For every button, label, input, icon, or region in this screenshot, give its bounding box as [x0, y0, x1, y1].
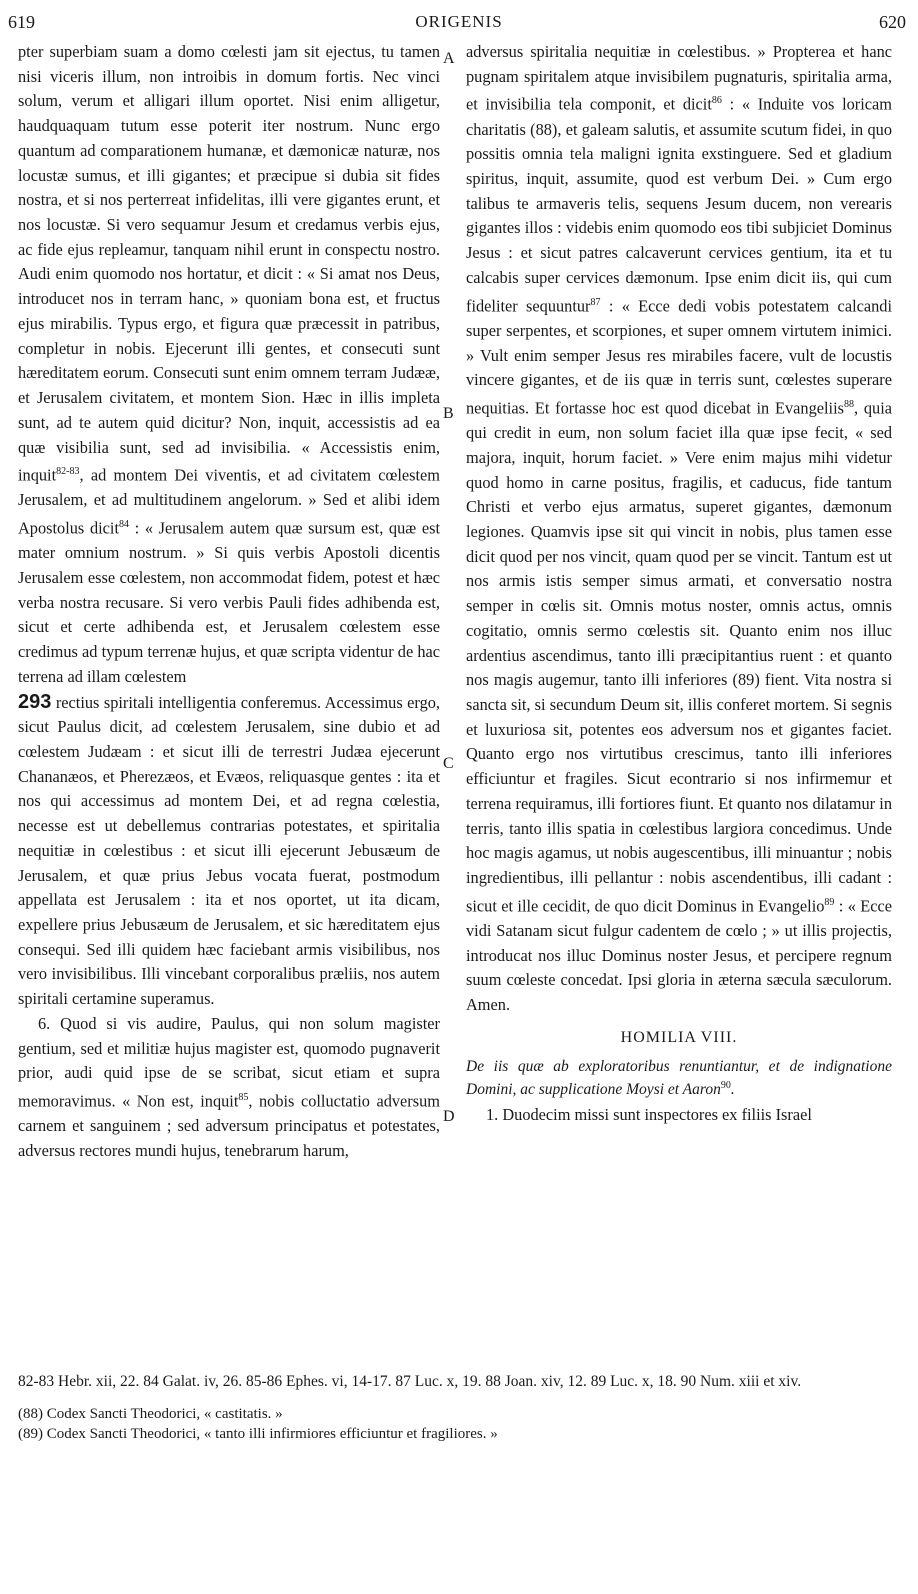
text-run: adversus spiritalia nequitiæ in cœlestibus. » Propterea et hanc pugnam spiritalem atque invisibilem pugnaturis, spiritalia arma, et invisibilia tela componit, et dicit: [466, 42, 892, 114]
footnote-ref: 88: [844, 398, 854, 410]
left-paragraph: [18, 1012, 440, 1164]
variant-note-89: (89) Codex Sancti Theodorici, « tanto illi infirmiores efficiuntur et fragiliores. »: [18, 1426, 498, 1442]
footnote-ref: 87: [590, 296, 601, 308]
left-paragraph: [18, 40, 440, 1012]
variant-note-88: (88) Codex Sancti Theodorici, « castitatis. »: [18, 1406, 283, 1422]
text-run: : « Induite vos loricam charitatis (88), et galeam salutis, et assumite scutum fidei, in quo possitis omnia tela maligni ignita exstinguere. Sed et gladium spiritus, inquit, assumite, quod est verbum Dei. » Cum ergo talibus te armaveris telis, sequens Jesum ducem, non verearis gigantes illos : videbis enim quomodo eos tibi subjiciet Dominus Jesus : et sicut patres calcaverunt cervices gentium, ita et tu calcabis super cervices dæmonum. Ipse enim dicit iis, qui cum fideliter sequuntur: [466, 94, 893, 316]
right-paragraph: 1. Duodecim missi sunt inspectores ex filiis Israel: [486, 1104, 812, 1124]
right-column: [466, 40, 892, 1127]
footnote-gap: [18, 1392, 900, 1404]
footnote-ref: 85: [238, 1092, 249, 1104]
footnote-ref: 90: [720, 1079, 731, 1091]
running-title: ORIGENIS: [415, 12, 503, 31]
text-run: : « Jerusalem autem quæ sursum est, quæ est mater omnium nostrum. » Si quis verbis Apostoli dicentis Jerusalem esse cœlestem, non accommodat fidem, potest et hæc verba nostra recusare. Si vero verbis Pauli fides adhibenda est, sicut et certe adhibenda est, et Jerusalem cœlestem esse credimus ad typum terrenæ hujus, et quæ scripta videntur de hac terrena ad illam cœlestem: [18, 518, 440, 686]
homily-subtitle: De iis quæ ab exploratoribus renuntiantur, et de indignatione Domini, ac supplicatione Moysi et Aaron$^{90}$.: [466, 1057, 892, 1098]
right-page-number: 620: [879, 12, 906, 32]
page-header: [0, 0, 918, 40]
footnotes: [18, 1372, 900, 1444]
left-page-number: 619: [8, 12, 35, 32]
scripture-references: 82-83 Hebr. xii, 22. 84 Galat. iv, 26. 85-86 Ephes. vi, 14-17. 87 Luc. x, 19. 88 Joan. xiv, 12. 89 Luc. x, 18. 90 Num. xiii et xiv.: [18, 1373, 802, 1390]
footnote-ref: 89: [824, 896, 835, 908]
text-run: : « Ecce vidi Satanam sicut fulgur cadentem de cœlo ; » ut illis projectis, introducat nos illuc Dominus noster Jesus, et percipere regnum suum cœleste concedat. Ipsi gloria in æterna sæcula sæculorum. Amen.: [466, 896, 892, 1015]
text-run: rectius spiritali intelligentia conferemus. Accessimus ergo, sicut Paulus dicit, ad cœlestem Jerusalem, sine dubio et ad cœlestem Judæam : et sicut illi de terrestri Judæa ejecerunt Chananæos, et Pherezæos, et Evæos, reliquasque gentes : ita et nos qui accessimus ad montem Dei, et ad regna cœlestia, necesse est ut debellemus contrarias potestates, et spiritalia nequitiæ in cœlestibus : et sicut illi ejecerunt Jebusæum de Jerusalem, et quæ prius Jebus vocata fuerat, postmodum appellata est Jerusalem : ita et nos oportet, ut ita dicam, expellere prius Jebusæum de Jerusalem, et sic hæreditatem ejus consequi. Sed illi quidem hæc faciebant armis visibilibus, nos vero invisibilibus. Illi vincebant corporalibus præliis, nos autem spiritali certamine superamus.: [18, 692, 440, 1009]
right-paragraph: [466, 40, 892, 1018]
text-run: , quia qui credit in eum, non solum faciet illa quæ ipse fecit, « sed majora, inquit, horum faciet. » Vere enim majus mihi videtur quod homo in carne positus, fragilis, et caducus, fide tantum Christi et verbo ejus armatus, superet gigantes, dæmonum legiones. Quamvis ipse sit qui vincit in nobis, plus tamen esse dicit quod per nos vincit, quam quod per se vincit. Tantum est ut nos armis istis semper simus armati, et conversatio nostra semper in cœlis sit. Omnis motus noster, omnis actus, omnis cogitatio, omnis sermo cœlestis sit. Quanto enim nos illuc ardentius ascendimus, tanto illi præcipitantius ruent : et quanto nos magis augemur, tanto illi inferiores (89) fient. Vita nostra si sancta sit, si secundum Deum sit, illis conferet mortem. Si segnis et luxuriosa sit, potentes eos adversum nos et gigantes faciet. Quanto ergo nos virtutibus crescimus, tanto illi inferiores efficiuntur et fragiles. Sicut econtrario si nos infirmemur et terrena requiramus, illi fortiores fiunt. Et quanto nos dilatamur in terris, tanto illis spatia in cœlestibus largiora concedimus. Unde hoc magis agamus, ut nobis augescentibus, illi minuantur ; nobis ingredientibus, illi pellantur : nobis ascendentibus, illi cadant : sicut et ille cecidit, de quo dicit Dominus in Evangelio: [466, 398, 893, 916]
homily-title: HOMILIA VIII.: [620, 1028, 738, 1046]
text-run: , ad montem Dei viventis, et ad civitatem cœlestem Jerusalem, et ad multitudinem angelorum. » Sed et alibi idem Apostolus dicit: [18, 465, 440, 538]
text-run: 6. Quod si vis audire, Paulus, qui non solum magister gentium, sed et militiæ hujus magister est, quomodo pugnaverit prior, audi quid ipse de se scribat, sicut etiam et supra memoravimus. « Non est, inquit: [18, 1013, 440, 1111]
footnote-ref: 86: [711, 95, 722, 107]
text-run: De iis quæ ab exploratoribus renuntiantur, et de indignatione Domini, ac supplicatione Moysi et Aaron: [466, 1057, 892, 1098]
left-column: [18, 40, 440, 1164]
text-run: : « Ecce dedi vobis potestatem calcandi super serpentes, et scorpiones, et super omnem virtutem inimici. » Vult enim semper Jesus res mirabiles facere, vult de locustis vincere gigantes, et de iis quæ in terris sunt, cœlestes superare nequitias. Et fortasse hoc est quod dicebat in Evangeliis: [466, 296, 893, 418]
footnote-ref: 84: [119, 519, 129, 531]
margin-marker-d: D: [443, 1108, 455, 1125]
margin-marker-b: B: [443, 405, 454, 422]
migne-page-number: 293: [18, 690, 52, 713]
footnote-ref: 82-83: [56, 466, 80, 478]
margin-marker-a: A: [443, 50, 455, 67]
text-run: pter superbiam suam a domo cœlesti jam sit ejectus, tu tamen nisi viceris illum, non introibis in domum fortis. Nec vinci solum, verum et alligari illum oportet. Nisi enim alligetur, haudquaquam tutum esse poterit iter nostrum. Nunc ergo quantum ad comparationem humanæ, et dæmonicæ naturæ, nos locustæ sumus, et illi gigantes; et præcipue si dubia sit fides nostra, et si nos perterreat infidelitas, illi vere gigantes erunt, et nos locustæ. Si vero sequamur Jesum et credamus verbis ejus, ac fide ejus repleamur, tanquam nihil erunt in conspectu nostro. Audi enim quomodo nos hortatur, et dicit : « Si amat nos Deus, introducet nos in terram hanc, » quoniam bona est, et fructus ejus mirabilis. Typus ergo, et figura quæ præcessit in patribus, completur in nobis. Ejecerunt illi gentes, et consecuti sunt hæreditatem eorum. Consecuti sunt enim omnem terram Judææ, et Jerusalem civitatem, et montem Sion. Hæc in illis impleta sunt, ad te autem quid dicitur? Non, inquit, accessistis ad ea quæ visibilia sunt, sed ad invisibilia. « Accessistis enim, inquit: [18, 42, 440, 485]
margin-marker-c: C: [443, 755, 454, 772]
text-run: , nobis colluctatio adversum carnem et sanguinem ; sed adversum principatus et potestates, adversus rectores mundi hujus, tenebrarum harum,: [18, 1091, 440, 1160]
